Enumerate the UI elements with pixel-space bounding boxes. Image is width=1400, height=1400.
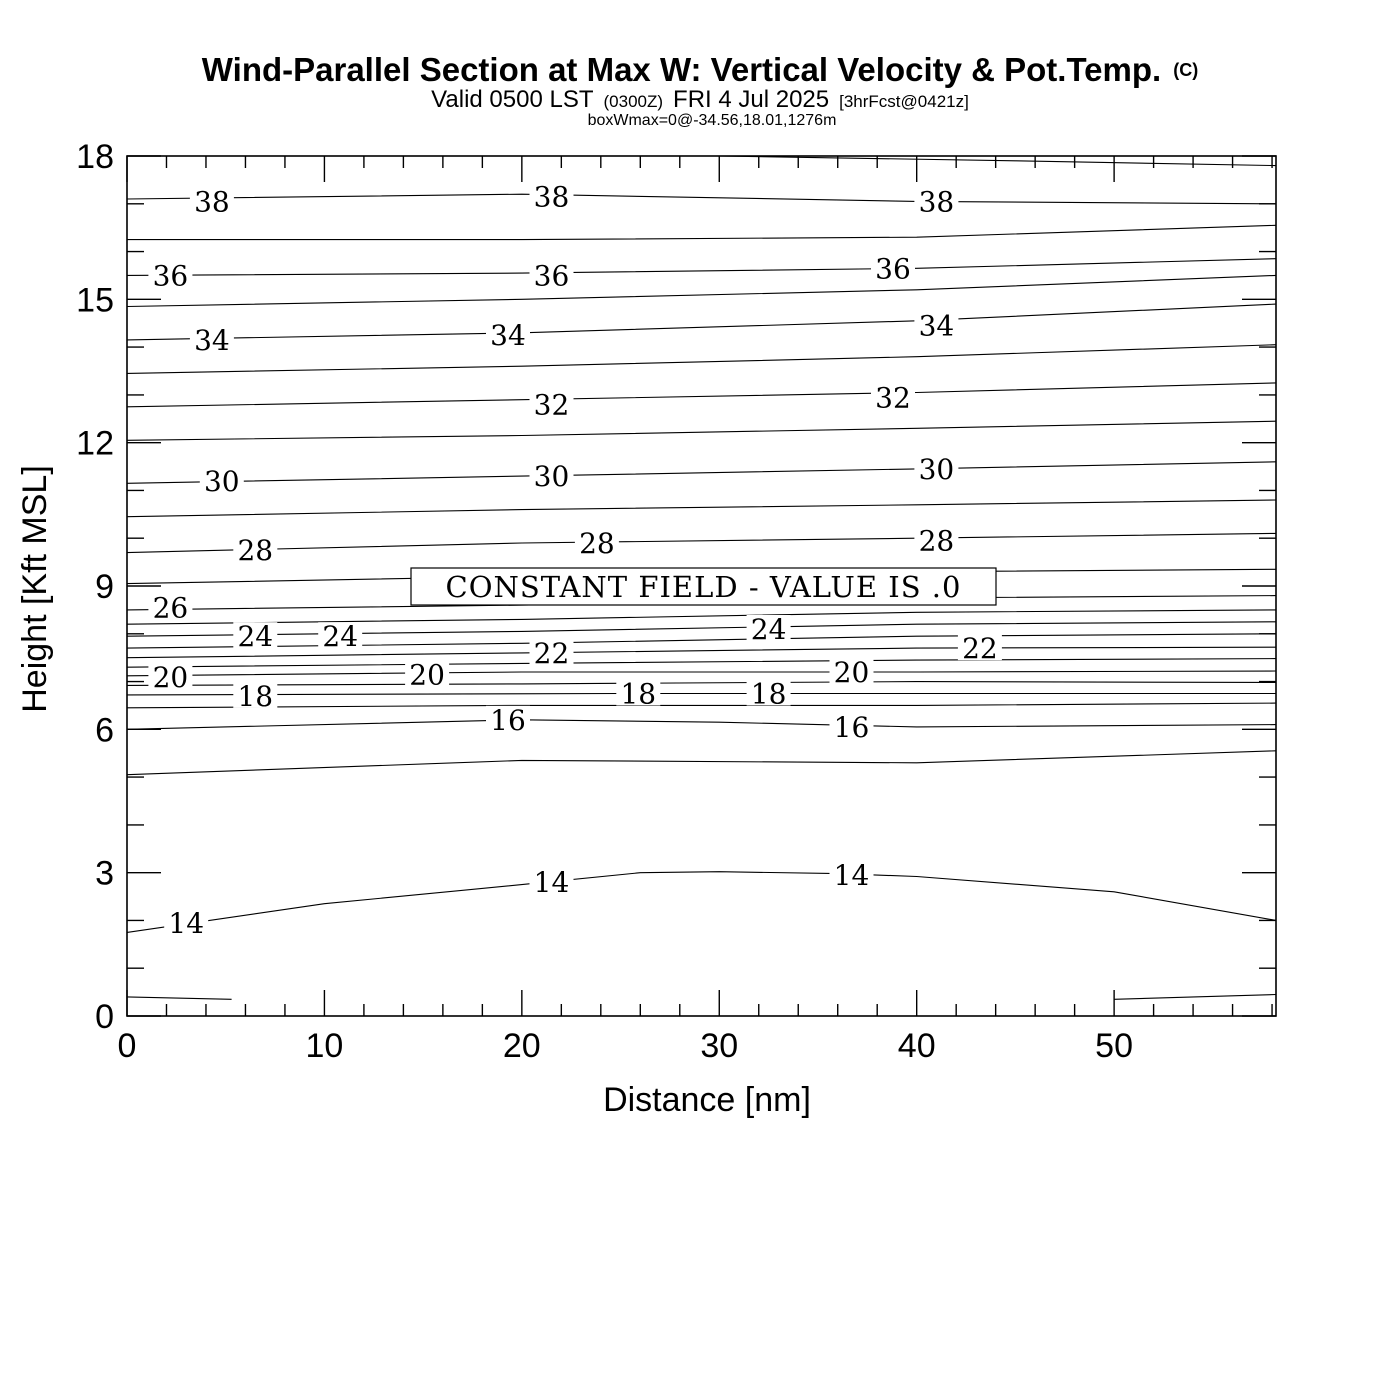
valid-time: Valid 0500 LST xyxy=(431,86,594,113)
contour-label: 18 xyxy=(237,679,274,713)
y-tick-label: 12 xyxy=(76,424,114,463)
contour-label: 22 xyxy=(533,636,570,670)
y-tick-label: 0 xyxy=(95,998,114,1036)
contour-label: 14 xyxy=(168,906,205,940)
contour-label: 20 xyxy=(833,656,870,689)
contour-label: 34 xyxy=(194,323,230,357)
contour-label: 34 xyxy=(918,309,955,343)
box-max-info: boxWmax=0@-34.56,18.01,1276m xyxy=(587,112,837,129)
contour-label: 30 xyxy=(203,464,240,498)
contour-label: 16 xyxy=(490,703,526,737)
contour-label: 14 xyxy=(833,859,870,893)
y-tick-label: 6 xyxy=(95,711,114,750)
copyright-mark: (C) xyxy=(1173,60,1199,80)
x-tick-label: 10 xyxy=(305,1027,344,1065)
contour-label: 16 xyxy=(833,710,870,744)
contour-label: 18 xyxy=(620,677,657,711)
contour-label: 38 xyxy=(533,180,570,214)
contour-label: 24 xyxy=(750,613,787,646)
contour-label: 20 xyxy=(409,658,445,692)
y-tick-label: 3 xyxy=(95,854,114,893)
contour-label: 26 xyxy=(152,591,189,625)
x-tick-label: 0 xyxy=(117,1027,137,1065)
chart-title xyxy=(202,51,1198,88)
valid-date: FRI 4 Jul 2025 xyxy=(673,86,830,113)
x-tick-label: 30 xyxy=(700,1027,739,1065)
contour-label: 36 xyxy=(533,259,570,293)
contour-label: 20 xyxy=(152,660,189,694)
contour-label: 24 xyxy=(237,620,274,654)
contour-label: 28 xyxy=(918,524,955,558)
contour-label: 38 xyxy=(194,185,230,219)
contour-label: 36 xyxy=(875,252,911,286)
contour-label: 32 xyxy=(875,381,911,415)
contour-label: 38 xyxy=(918,185,955,219)
contour-label: 32 xyxy=(533,388,570,422)
contour-label: 30 xyxy=(918,452,955,486)
x-axis-label: Distance [nm] xyxy=(603,1081,811,1119)
contour-label: 24 xyxy=(322,620,359,654)
forecast-info: [3hrFcst@0421z] xyxy=(839,92,969,111)
contour-label: 22 xyxy=(962,632,998,666)
notice-text: CONSTANT FIELD - VALUE IS .0 xyxy=(445,570,962,604)
y-axis-label: Height [Kft MSL] xyxy=(16,465,54,713)
x-tick-label: 50 xyxy=(1095,1027,1134,1065)
x-tick-label: 20 xyxy=(502,1027,541,1065)
y-tick-label: 18 xyxy=(76,138,114,176)
y-tick-label: 9 xyxy=(95,568,114,606)
y-tick-label: 15 xyxy=(76,281,114,320)
chart-title-main: Wind-Parallel Section at Max W: Vertical Velocity & Pot.Temp. xyxy=(201,51,1162,88)
contour-label: 14 xyxy=(533,866,570,900)
contour-label: 30 xyxy=(533,460,570,494)
valid-zulu: (0300Z) xyxy=(603,92,664,111)
contour-label: 18 xyxy=(750,677,787,711)
x-tick-label: 40 xyxy=(897,1027,936,1065)
constant-field-notice xyxy=(411,568,996,605)
contour-label: 28 xyxy=(237,534,274,568)
contour-label: 36 xyxy=(152,259,189,293)
contour-label: 28 xyxy=(579,527,615,560)
contour-label: 34 xyxy=(490,319,526,353)
